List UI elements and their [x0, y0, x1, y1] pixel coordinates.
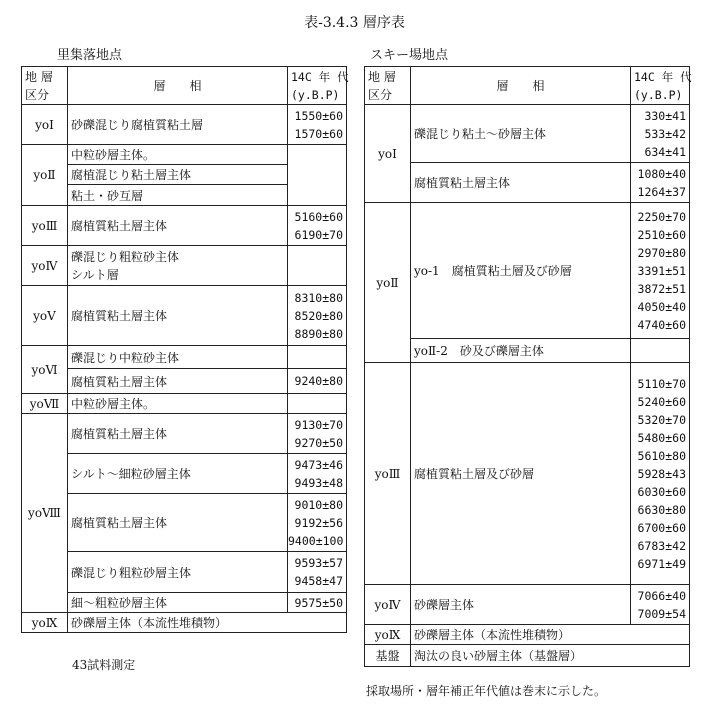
- division-cell: yoⅢ: [365, 363, 411, 585]
- age-cell: 1550±60 1570±60: [288, 105, 347, 145]
- table-row: [365, 203, 690, 339]
- age-cell: 5110±70 5240±60 5320±70 5480±60 5610±80 5928±43 6030±60 6630±80 6700±60 6783±42 6971±49: [631, 363, 690, 585]
- division-cell: yoⅤ: [22, 286, 68, 346]
- division-cell: yoⅡ: [365, 203, 411, 363]
- age-cell: 9240±80: [288, 369, 347, 394]
- lithofacies-cell: 砂礫混じり腐植質粘土層: [68, 105, 288, 145]
- right-note: 採取場所・層年補正年代値は巻末に示した。: [366, 684, 607, 698]
- table-row: [22, 552, 347, 593]
- lithofacies-cell: 礫混じり中粒砂主体: [68, 346, 288, 369]
- lithofacies-cell: yo-1 腐植質粘土層及び砂層: [411, 203, 631, 339]
- table-row: [22, 286, 347, 346]
- lithofacies-cell: 腐植質粘土層主体: [68, 494, 288, 552]
- left-site-heading: 里集落地点: [57, 48, 123, 63]
- age-cell: 8310±80 8520±80 8890±80: [288, 286, 347, 346]
- header-division: 地 層 区分: [365, 67, 411, 105]
- table-row: [22, 145, 347, 165]
- header-age: 14C 年 代 (y.B.P): [631, 67, 690, 105]
- table-row: [22, 494, 347, 552]
- age-cell: [288, 394, 347, 414]
- table-row: [22, 394, 347, 414]
- table-row: [22, 454, 347, 494]
- lithofacies-cell: 腐植混じり粘土層主体: [68, 165, 288, 185]
- lithofacies-cell: 細～粗粒砂層主体: [68, 593, 288, 613]
- lithofacies-cell: 砂礫層主体（本流性堆積物）: [68, 613, 347, 633]
- age-cell: 2250±70 2510±60 2970±80 3391±51 3872±51 4050±40 4740±60: [631, 203, 690, 339]
- table-row: [22, 206, 347, 246]
- table-row: [22, 246, 347, 286]
- age-cell: [288, 145, 347, 206]
- division-cell: yoⅨ: [22, 613, 68, 633]
- table-row: [365, 339, 690, 363]
- table-row: [365, 363, 690, 585]
- table-row: [22, 369, 347, 394]
- lithofacies-cell: 中粒砂層主体。: [68, 394, 288, 414]
- table-row: [365, 585, 690, 625]
- lithofacies-cell: 礫混じり粘土～砂層主体: [411, 105, 631, 163]
- table-row: [365, 645, 690, 667]
- header-lithofacies: 層 相: [68, 67, 288, 105]
- division-cell: 基盤: [365, 645, 411, 667]
- lithofacies-cell: シルト～細粒砂層主体: [68, 454, 288, 494]
- header-lithofacies: 層 相: [411, 67, 631, 105]
- table-row: [365, 163, 690, 203]
- lithofacies-cell: 淘汰の良い砂層主体（基盤層）: [411, 645, 690, 667]
- table-row: [22, 105, 347, 145]
- lithofacies-cell: 中粒砂層主体。: [68, 145, 288, 165]
- right-stratigraphy-table: [364, 66, 690, 667]
- age-cell: 1080±40 1264±37: [631, 163, 690, 203]
- lithofacies-cell: 腐植質粘土層主体: [68, 206, 288, 246]
- lithofacies-cell: 砂礫層主体（本流性堆積物）: [411, 625, 690, 645]
- division-cell: yoⅡ: [22, 145, 68, 206]
- division-cell: yoⅧ: [22, 414, 68, 613]
- header-division: 地 層 区分: [22, 67, 68, 105]
- table-row: [365, 105, 690, 163]
- division-cell: yoⅨ: [365, 625, 411, 645]
- age-cell: 7066±40 7009±54: [631, 585, 690, 625]
- lithofacies-cell: yoⅡ-2 砂及び礫層主体: [411, 339, 631, 363]
- lithofacies-cell: 腐植質粘土層主体: [68, 414, 288, 454]
- age-cell: 9010±80 9192±56 9400±100: [288, 494, 347, 552]
- left-note: 43試料測定: [72, 658, 136, 672]
- age-cell: 330±41 533±42 634±41: [631, 105, 690, 163]
- lithofacies-cell: 腐植質粘土層主体: [411, 163, 631, 203]
- age-cell: 9130±70 9270±50: [288, 414, 347, 454]
- lithofacies-cell: 腐植質粘土層主体: [68, 369, 288, 394]
- table-row: [365, 625, 690, 645]
- left-stratigraphy-table: [21, 66, 347, 633]
- table-title: 表-3.4.3 層序表: [304, 15, 405, 31]
- age-cell: [631, 339, 690, 363]
- lithofacies-cell: 腐植質粘土層及び砂層: [411, 363, 631, 585]
- lithofacies-cell: 砂礫層主体: [411, 585, 631, 625]
- table-row: [22, 414, 347, 454]
- table-row: [22, 346, 347, 369]
- age-cell: 9473±46 9493±48: [288, 454, 347, 494]
- table-header-row: [365, 67, 690, 105]
- lithofacies-cell: 礫混じり粗粒砂層主体: [68, 552, 288, 593]
- lithofacies-cell: 腐植質粘土層主体: [68, 286, 288, 346]
- age-cell: 9593±57 9458±47: [288, 552, 347, 593]
- lithofacies-cell: 礫混じり粗粒砂主体 シルト層: [68, 246, 288, 286]
- table-header-row: [22, 67, 347, 105]
- division-cell: yoⅢ: [22, 206, 68, 246]
- table-row: [22, 613, 347, 633]
- division-cell: yoⅦ: [22, 394, 68, 414]
- division-cell: yoⅣ: [365, 585, 411, 625]
- division-cell: yoⅠ: [22, 105, 68, 145]
- table-row: [22, 593, 347, 613]
- division-cell: yoⅠ: [365, 105, 411, 203]
- age-cell: [288, 246, 347, 286]
- age-cell: [288, 346, 347, 369]
- age-cell: 9575±50: [288, 593, 347, 613]
- header-age: 14C 年 代 (y.B.P): [288, 67, 347, 105]
- division-cell: yoⅣ: [22, 246, 68, 286]
- right-site-heading: スキー場地点: [370, 48, 449, 63]
- age-cell: 5160±60 6190±70: [288, 206, 347, 246]
- lithofacies-cell: 粘土・砂互層: [68, 185, 288, 206]
- division-cell: yoⅥ: [22, 346, 68, 394]
